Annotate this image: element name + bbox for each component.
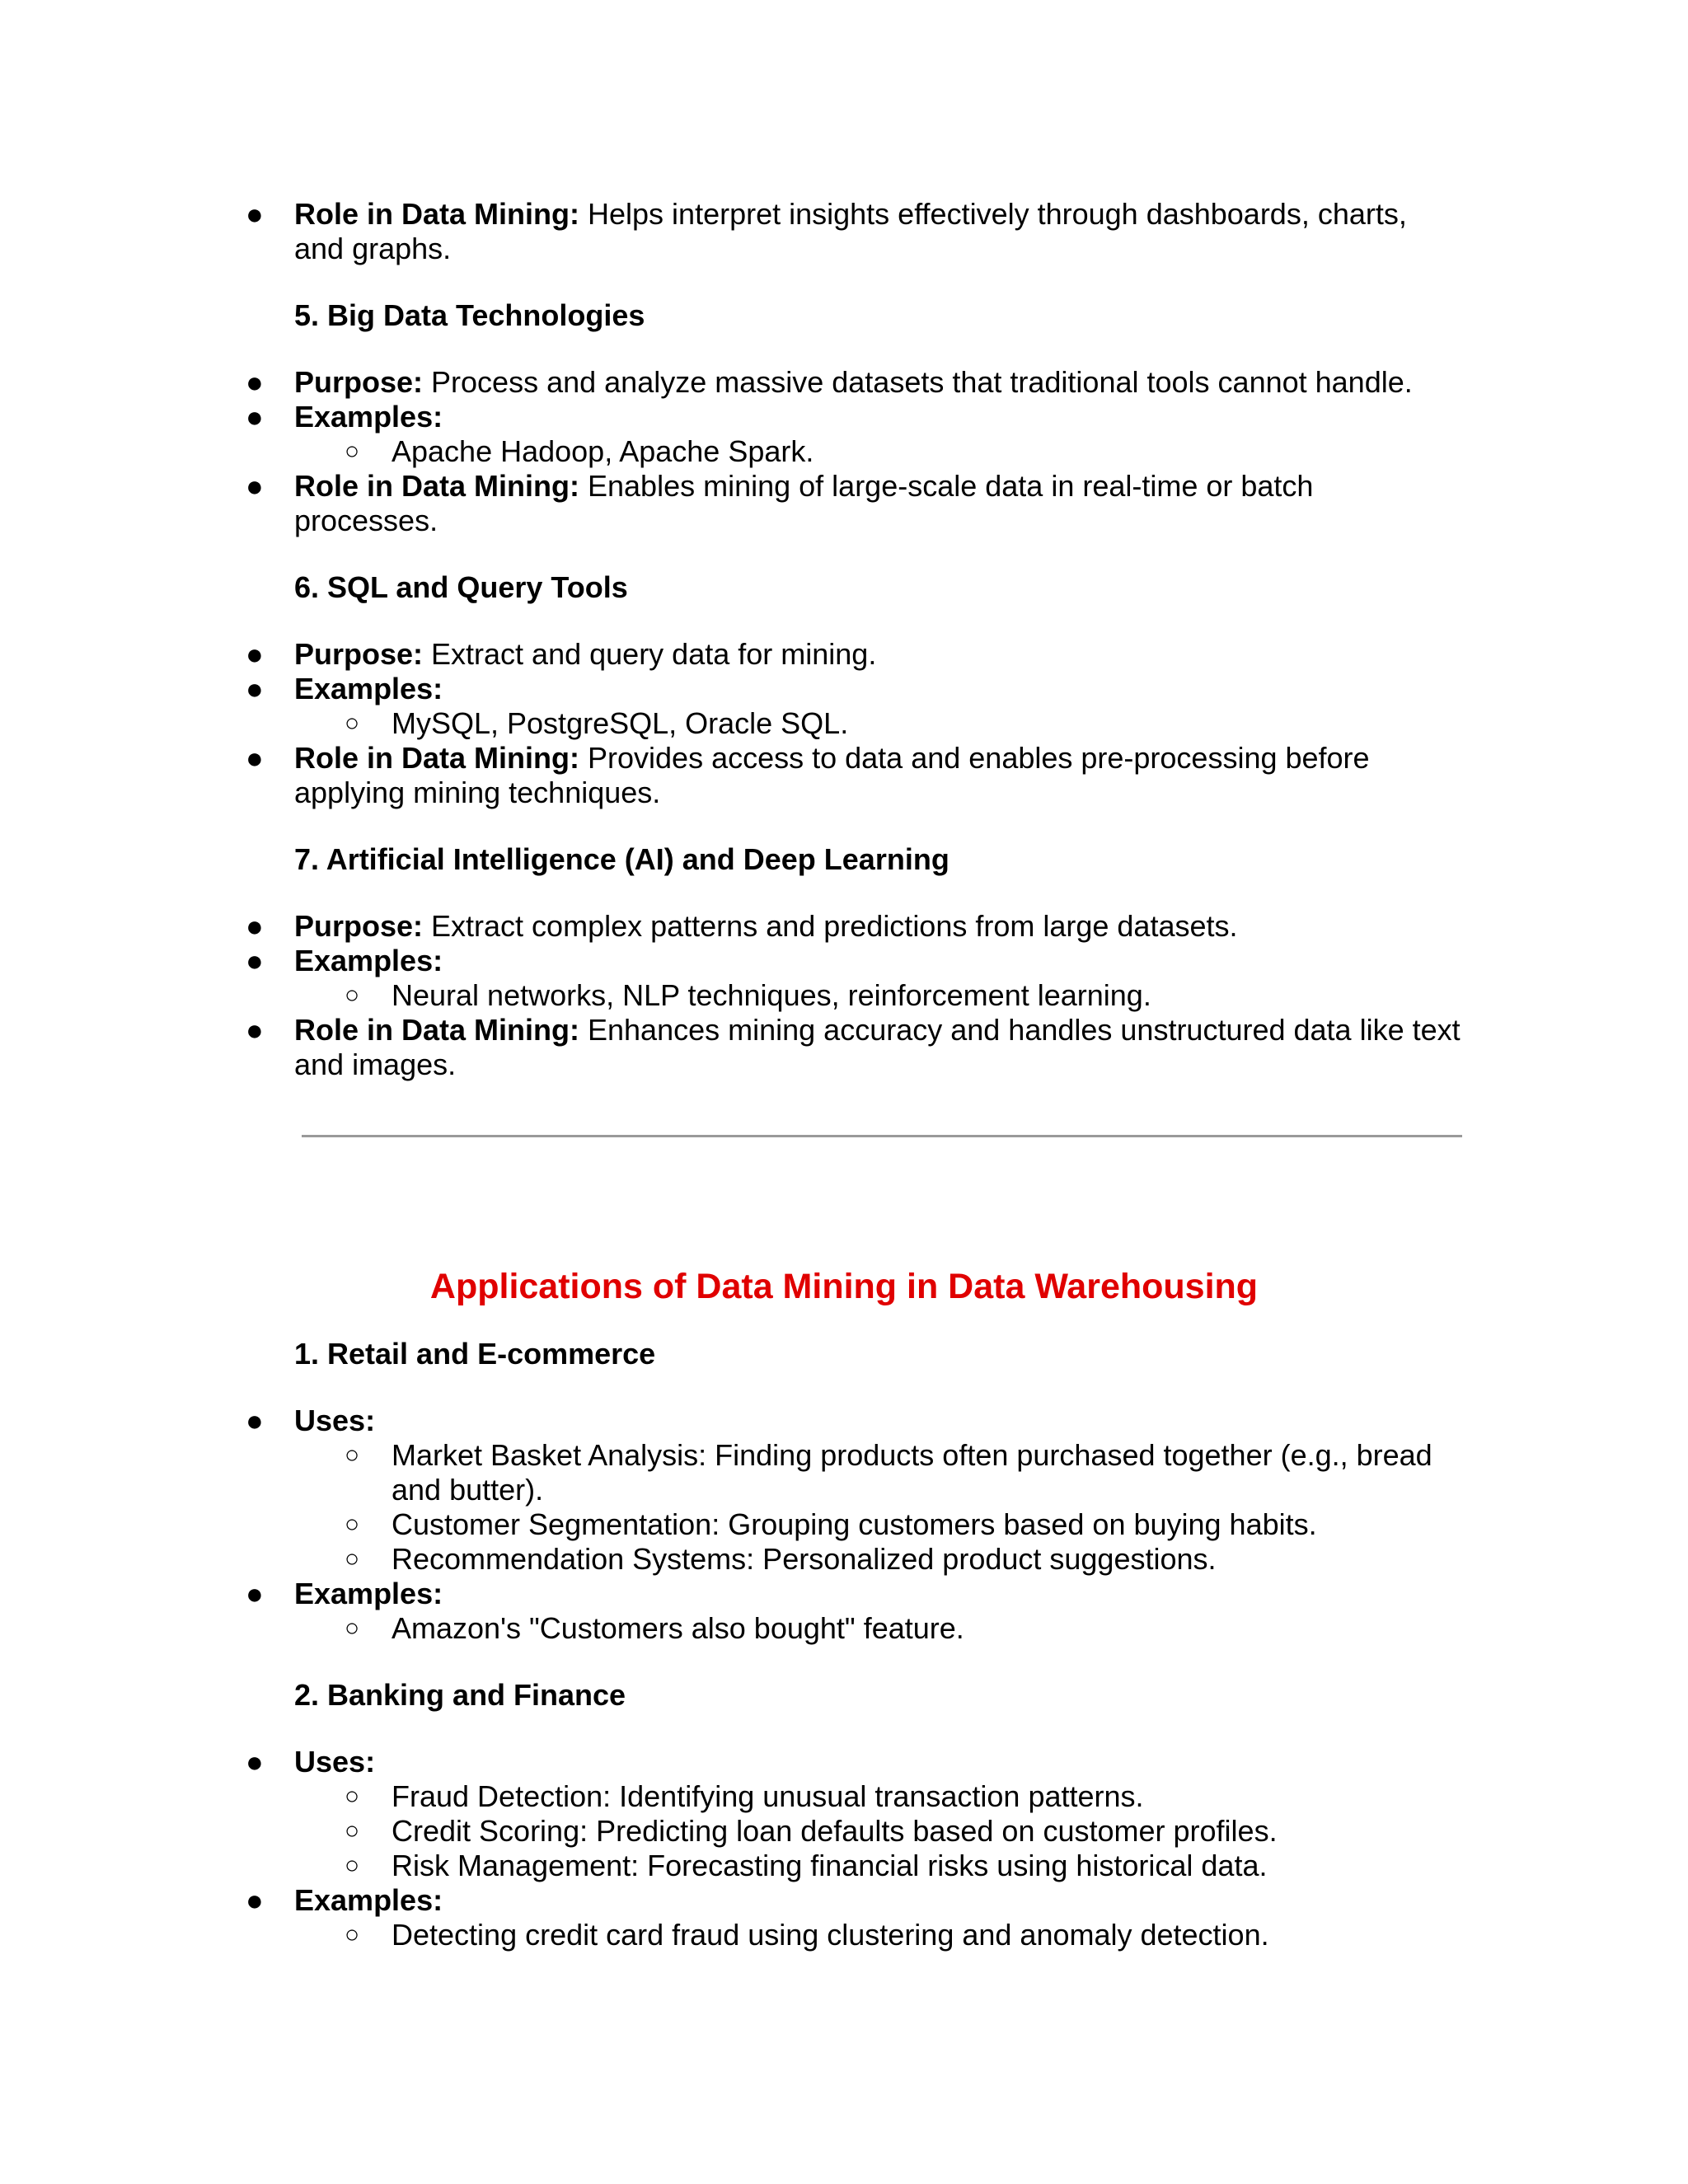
use-item-cont: and butter).	[392, 1473, 544, 1507]
page-title: Applications of Data Mining in Data Warehousing	[429, 1267, 1259, 1306]
examples-label: Examples:	[294, 672, 443, 705]
bullet-circle: ○	[345, 710, 360, 737]
role-label: Role in Data Mining:	[294, 1013, 579, 1047]
section-heading-banking: 2. Banking and Finance	[294, 1678, 626, 1712]
bullet-circle: ○	[345, 1852, 360, 1879]
use-item: Recommendation Systems: Personalized product suggestions.	[392, 1542, 1217, 1576]
purpose-line	[294, 637, 876, 672]
purpose-text: Extract complex patterns and predictions from large datasets.	[423, 909, 1238, 943]
bullet-circle: ○	[345, 438, 360, 465]
bullet-circle: ○	[345, 1921, 360, 1948]
bullet-dot: ●	[246, 469, 264, 503]
use-item: Market Basket Analysis: Finding products often purchased together (e.g., bread	[392, 1438, 1432, 1472]
bullet-circle: ○	[345, 1545, 360, 1572]
bullet-dot: ●	[246, 1013, 264, 1047]
bullet-circle: ○	[345, 1441, 360, 1469]
role-line-cont: and graphs.	[294, 232, 452, 265]
bullet-dot: ●	[246, 672, 264, 705]
role-line	[294, 1013, 1461, 1047]
section-heading-retail: 1. Retail and E-commerce	[294, 1337, 656, 1371]
example-item: Detecting credit card fraud using clustering and anomaly detection.	[392, 1918, 1269, 1952]
uses-label: Uses:	[294, 1745, 376, 1779]
example-item: Amazon's "Customers also bought" feature.	[392, 1611, 964, 1645]
bullet-dot: ●	[246, 741, 264, 775]
bullet-circle: ○	[345, 1817, 360, 1844]
use-item: Fraud Detection: Identifying unusual transaction patterns.	[392, 1779, 1144, 1813]
role-line-cont: applying mining techniques.	[294, 776, 661, 809]
example-item: Apache Hadoop, Apache Spark.	[392, 434, 814, 468]
purpose-line	[294, 909, 1238, 944]
use-item: Credit Scoring: Predicting loan defaults based on customer profiles.	[392, 1814, 1278, 1848]
role-label: Role in Data Mining:	[294, 469, 579, 503]
section-heading-ai: 7. Artificial Intelligence (AI) and Deep Learning	[294, 842, 950, 876]
role-label: Role in Data Mining:	[294, 197, 579, 231]
bullet-dot: ●	[246, 1883, 264, 1917]
role-text: Helps interpret insights effectively through dashboards, charts,	[579, 197, 1407, 231]
use-item: Risk Management: Forecasting financial risks using historical data.	[392, 1849, 1268, 1882]
bullet-circle: ○	[345, 982, 360, 1009]
role-line	[294, 741, 1370, 776]
examples-label: Examples:	[294, 944, 443, 977]
example-item: MySQL, PostgreSQL, Oracle SQL.	[392, 706, 849, 740]
role-line-cont: processes.	[294, 504, 438, 537]
role-text: Provides access to data and enables pre-processing before	[579, 741, 1370, 775]
bullet-circle: ○	[345, 1783, 360, 1810]
example-item: Neural networks, NLP techniques, reinforcement learning.	[392, 978, 1151, 1012]
role-line	[294, 469, 1313, 504]
purpose-text: Process and analyze massive datasets that traditional tools cannot handle.	[423, 365, 1413, 399]
examples-label: Examples:	[294, 1883, 443, 1917]
purpose-label: Purpose:	[294, 365, 424, 399]
bullet-circle: ○	[345, 1511, 360, 1538]
role-label: Role in Data Mining:	[294, 741, 579, 775]
purpose-label: Purpose:	[294, 909, 424, 943]
horizontal-rule	[302, 1135, 1462, 1137]
bullet-dot: ●	[246, 1577, 264, 1610]
role-line	[294, 197, 1407, 232]
purpose-line	[294, 365, 1413, 400]
bullet-dot: ●	[246, 197, 264, 231]
section-heading-sql: 6. SQL and Query Tools	[294, 570, 628, 604]
purpose-text: Extract and query data for mining.	[423, 637, 877, 671]
use-item: Customer Segmentation: Grouping customers based on buying habits.	[392, 1507, 1317, 1541]
examples-label: Examples:	[294, 400, 443, 434]
purpose-label: Purpose:	[294, 637, 424, 671]
bullet-circle: ○	[345, 1615, 360, 1642]
bullet-dot: ●	[246, 365, 264, 399]
examples-label: Examples:	[294, 1577, 443, 1610]
role-text: Enables mining of large-scale data in real-time or batch	[579, 469, 1314, 503]
bullet-dot: ●	[246, 1404, 264, 1437]
role-text: Enhances mining accuracy and handles unstructured data like text	[579, 1013, 1461, 1047]
bullet-dot: ●	[246, 909, 264, 943]
bullet-dot: ●	[246, 1745, 264, 1779]
bullet-dot: ●	[246, 400, 264, 434]
bullet-dot: ●	[246, 637, 264, 671]
bullet-dot: ●	[246, 944, 264, 977]
uses-label: Uses:	[294, 1404, 376, 1437]
role-line-cont: and images.	[294, 1047, 457, 1081]
section-heading-big-data: 5. Big Data Technologies	[294, 298, 645, 332]
